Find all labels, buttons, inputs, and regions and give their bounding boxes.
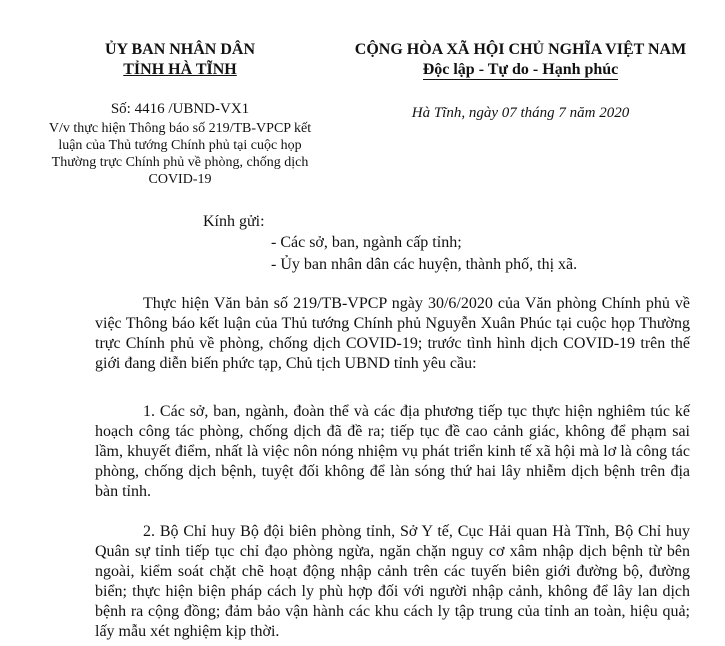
national-motto-text: Độc lập - Tự do - Hạnh phúc (422, 61, 619, 78)
national-motto (333, 60, 708, 80)
document-number: Số: 4416 /UBND-VX1 (110, 101, 250, 117)
issuer-name: ỦY BAN NHÂN DÂN (104, 41, 256, 58)
recipient-item: - Ủy ban nhân dân các huyện, thành phố, thị xã. (271, 256, 578, 273)
national-title: CỘNG HÒA XÃ HỘI CHỦ NGHĨA VIỆT NAM (354, 41, 687, 58)
item-2-paragraph: 2. Bộ Chỉ huy Bộ đội biên phòng tỉnh, Sở Y tế, Cục Hải quan Hà Tĩnh, Bộ Chỉ huy Quân sự tỉnh tiếp tục chỉ đạo phòng ngừa, ngăn chặn nguy cơ xâm nhập dịch bệnh từ bên ngoài, kiểm soát chặt chẽ hoạt động nhập cảnh trên các tuyến biên giới đường bộ, đường biển; thực hiện biện pháp cách ly phù hợp đối với người nhập cảnh, không để lây lan dịch bệnh ra cộng đồng; đảm bảo vận hành các khu cách ly tập trung của tỉnh an toàn, hiệu quả; lấy mẫu xét nghiệm kịp thời. (95, 523, 690, 640)
recipients-label: Kính gửi: (203, 213, 265, 230)
recipient-item: - Các sở, ban, ngành cấp tỉnh; (271, 234, 462, 251)
issue-date: Hà Tĩnh, ngày 07 tháng 7 năm 2020 (411, 105, 630, 121)
intro-paragraph: Thực hiện Văn bản số 219/TB-VPCP ngày 30/6/2020 của Văn phòng Chính phủ về việc Thông báo kết luận của Thủ tướng Chính phủ Nguyễn Xuân Phúc tại cuộc họp Thường trực Chính phủ về phòng, chống dịch COVID-19; trước tình hình dịch COVID-19 trên thế giới đang diễn biến phức tạp, Chủ tịch UBND tỉnh yêu cầu: (95, 295, 690, 372)
national-heading-block (333, 40, 708, 122)
document-subject: V/v thực hiện Thông báo số 219/TB-VPCP kết luận của Thủ tướng Chính phủ tại cuộc họp Thường trực Chính phủ về phòng, chống dịch COVID-19 (48, 121, 312, 187)
item-1-paragraph: 1. Các sở, ban, ngành, đoàn thể và các địa phương tiếp tục thực hiện nghiêm túc kế hoạch công tác phòng, chống dịch đã đề ra; tiếp tục đề cao cảnh giác, không để phạm sai lầm, khuyết điểm, nhất là việc nôn nóng nhiệm vụ phát triển kinh tế xã hội mà lơ là công tác phòng, chống dịch bệnh, tuyệt đối không để làn sóng thứ hai lây nhiễm dịch bệnh trên địa bàn tỉnh. (95, 403, 690, 500)
issuer-block (40, 40, 320, 188)
issuer-province: TỈNH HÀ TĨNH (123, 61, 237, 78)
